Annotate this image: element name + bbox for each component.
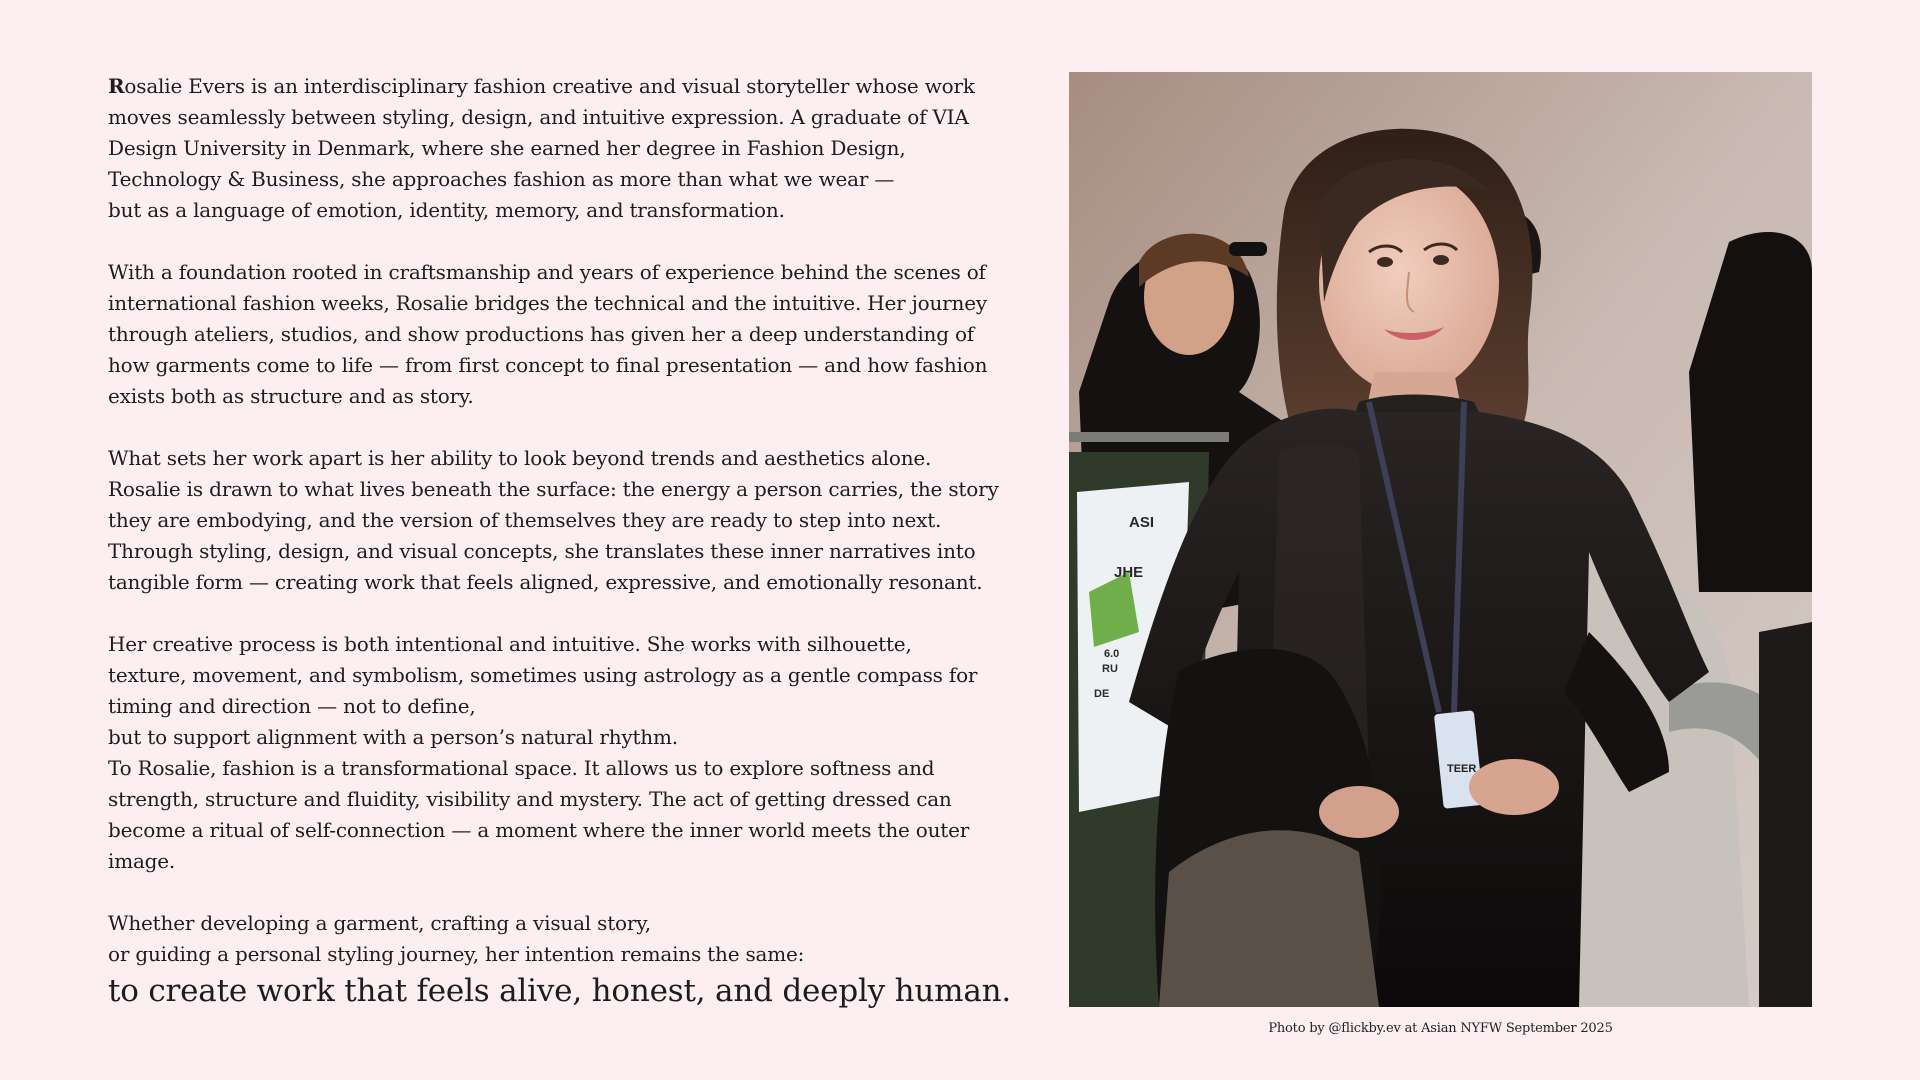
badge-text: TEER: [1447, 763, 1477, 775]
bio-line: Rosalie is drawn to what lives beneath the surface: the energy a person carries, the story: [108, 477, 999, 501]
bio-line: exists both as structure and as story.: [108, 384, 474, 408]
bio-line: timing and direction — not to define,: [108, 694, 476, 718]
bio-line: To Rosalie, fashion is a transformational space. It allows us to explore softness and: [108, 756, 935, 780]
bio-line-text: osalie Evers is an interdisciplinary fashion creative and visual storyteller whose work: [124, 74, 975, 98]
bio-line: What sets her work apart is her ability to look beyond trends and aesthetics alone.: [108, 446, 932, 470]
badge-text: JHE: [1114, 564, 1144, 581]
bio-line: Design University in Denmark, where she earned her degree in Fashion Design,: [108, 136, 906, 160]
bio-line: how garments come to life — from first concept to final presentation — and how fashion: [108, 353, 988, 377]
drop-cap-letter: R: [108, 74, 125, 98]
bio-line: but as a language of emotion, identity, memory, and transformation.: [108, 198, 785, 222]
bio-paragraph-2: [108, 257, 1014, 412]
bio-line: international fashion weeks, Rosalie bridges the technical and the intuitive. Her journey: [108, 291, 987, 315]
badge-text: DE: [1094, 688, 1110, 700]
bio-text: [108, 71, 1014, 1011]
bio-paragraph-5: [108, 908, 1014, 1011]
photo-caption: Photo by @flickby.ev at Asian NYFW September 2025: [1268, 1021, 1613, 1036]
bio-paragraph-1: [108, 71, 1014, 226]
bio-line: With a foundation rooted in craftsmanship and years of experience behind the scenes of: [108, 260, 986, 284]
bio-line: through ateliers, studios, and show productions has given her a deep understanding of: [108, 322, 974, 346]
badge-text: 6.0: [1104, 648, 1120, 660]
portrait-photo: [1069, 72, 1812, 1007]
bio-line: Whether developing a garment, crafting a visual story,: [108, 911, 651, 935]
bio-line: [108, 71, 1014, 102]
bio-paragraph-3: [108, 443, 1014, 598]
bio-line: become a ritual of self-connection — a moment where the inner world meets the outer: [108, 818, 970, 842]
bio-line: they are embodying, and the version of themselves they are ready to step into next.: [108, 508, 942, 532]
bio-line: or guiding a personal styling journey, her intention remains the same:: [108, 942, 805, 966]
bio-line: tangible form — creating work that feels aligned, expressive, and emotionally resonant.: [108, 570, 983, 594]
bio-line: Through styling, design, and visual concepts, she translates these inner narratives into: [108, 539, 976, 563]
badge-text: RU: [1102, 663, 1118, 675]
closing-statement: to create work that feels alive, honest, and deeply human.: [108, 973, 1012, 1009]
bio-line: texture, movement, and symbolism, sometimes using astrology as a gentle compass for: [108, 663, 978, 687]
badge-text: ASI: [1129, 514, 1155, 531]
bio-line: Her creative process is both intentional and intuitive. She works with silhouette,: [108, 632, 912, 656]
bio-line: moves seamlessly between styling, design, and intuitive expression. A graduate of VIA: [108, 105, 969, 129]
bio-line: but to support alignment with a person’s natural rhythm.: [108, 725, 678, 749]
bio-line: image.: [108, 849, 176, 873]
portrait-illustration: [1069, 72, 1812, 1007]
bio-paragraph-4: [108, 629, 1014, 877]
bio-line: Technology & Business, she approaches fashion as more than what we wear —: [108, 167, 895, 191]
bio-line: strength, structure and fluidity, visibility and mystery. The act of getting dressed can: [108, 787, 952, 811]
